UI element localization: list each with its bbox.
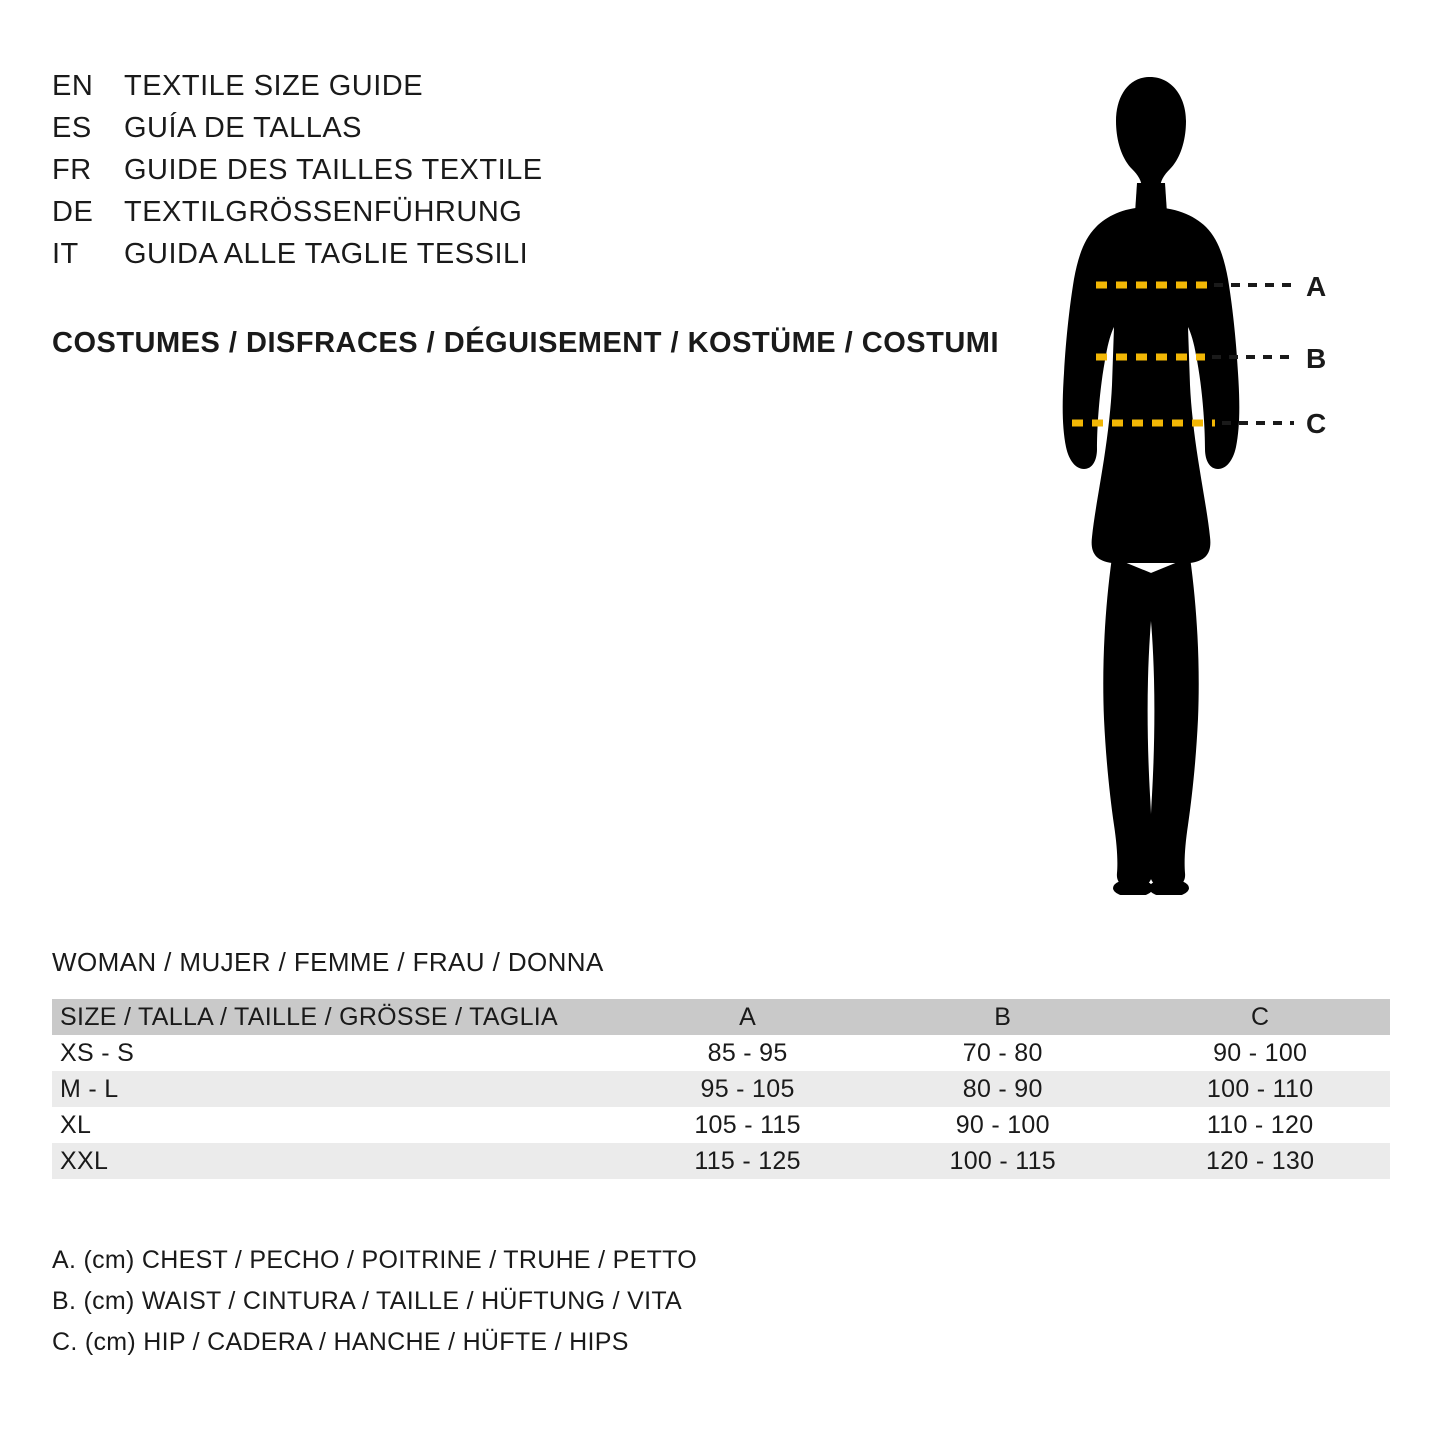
language-row-en — [52, 70, 1002, 112]
language-code: ES — [52, 112, 92, 144]
cell-size: XL — [60, 1110, 92, 1139]
column-header-c: C — [1130, 999, 1390, 1035]
language-row-fr — [52, 154, 1002, 196]
column-header-b: B — [875, 999, 1130, 1035]
cell-c: 120 - 130 — [1206, 1146, 1315, 1175]
cell-b: 80 - 90 — [962, 1074, 1043, 1103]
cell-size: XXL — [60, 1146, 109, 1175]
cell-a: 95 - 105 — [700, 1074, 795, 1103]
language-title: TEXTILGRÖSSENFÜHRUNG — [124, 196, 523, 228]
language-row-it — [52, 238, 1002, 280]
language-title: GUIDA ALLE TAGLIE TESSILI — [124, 238, 529, 270]
cell-a: 105 - 115 — [694, 1110, 801, 1139]
table-row — [52, 1107, 1390, 1143]
measurement-figure — [1000, 55, 1420, 895]
legend-row-b: B. (cm) WAIST / CINTURA / TAILLE / HÜFTUNG / VITA — [52, 1287, 683, 1315]
marker-label-b: B — [1306, 343, 1327, 374]
measurement-legend — [52, 1240, 697, 1363]
language-row-de — [52, 196, 1002, 238]
cell-b: 100 - 115 — [949, 1146, 1056, 1175]
cell-b: 90 - 100 — [955, 1110, 1050, 1139]
cell-c: 100 - 110 — [1206, 1074, 1314, 1103]
cell-a: 85 - 95 — [707, 1038, 788, 1067]
column-header-a: A — [620, 999, 875, 1035]
table-row — [52, 1071, 1390, 1107]
woman-silhouette-icon — [1000, 55, 1420, 895]
cell-b: 70 - 80 — [962, 1038, 1043, 1067]
table-row — [52, 1035, 1390, 1071]
cell-size: M - L — [60, 1074, 119, 1103]
marker-label-c: C — [1306, 408, 1327, 439]
language-title: GUÍA DE TALLAS — [124, 112, 363, 144]
language-title: GUIDE DES TAILLES TEXTILE — [124, 154, 543, 186]
table-title: WOMAN / MUJER / FEMME / FRAU / DONNA — [52, 947, 604, 977]
language-code: EN — [52, 70, 94, 102]
language-code: IT — [52, 238, 79, 270]
column-header-size: SIZE / TALLA / TAILLE / GRÖSSE / TAGLIA — [52, 999, 620, 1035]
language-row-es — [52, 112, 1002, 154]
language-code: DE — [52, 196, 94, 228]
size-table — [52, 999, 1390, 1179]
category-heading: COSTUMES / DISFRACES / DÉGUISEMENT / KOSTÜME / COSTUMI — [52, 327, 999, 359]
cell-c: 110 - 120 — [1206, 1110, 1314, 1139]
cell-c: 90 - 100 — [1213, 1038, 1308, 1067]
legend-row-a: A. (cm) CHEST / PECHO / POITRINE / TRUHE / PETTO — [52, 1246, 698, 1274]
marker-label-a: A — [1306, 271, 1327, 302]
cell-a: 115 - 125 — [694, 1146, 801, 1175]
cell-size: XS - S — [60, 1038, 135, 1067]
language-title: TEXTILE SIZE GUIDE — [124, 70, 424, 102]
language-list — [52, 70, 1002, 280]
table-header-row — [52, 999, 1390, 1035]
legend-row-c: C. (cm) HIP / CADERA / HANCHE / HÜFTE / HIPS — [52, 1328, 629, 1356]
table-row — [52, 1143, 1390, 1179]
language-code: FR — [52, 154, 92, 186]
